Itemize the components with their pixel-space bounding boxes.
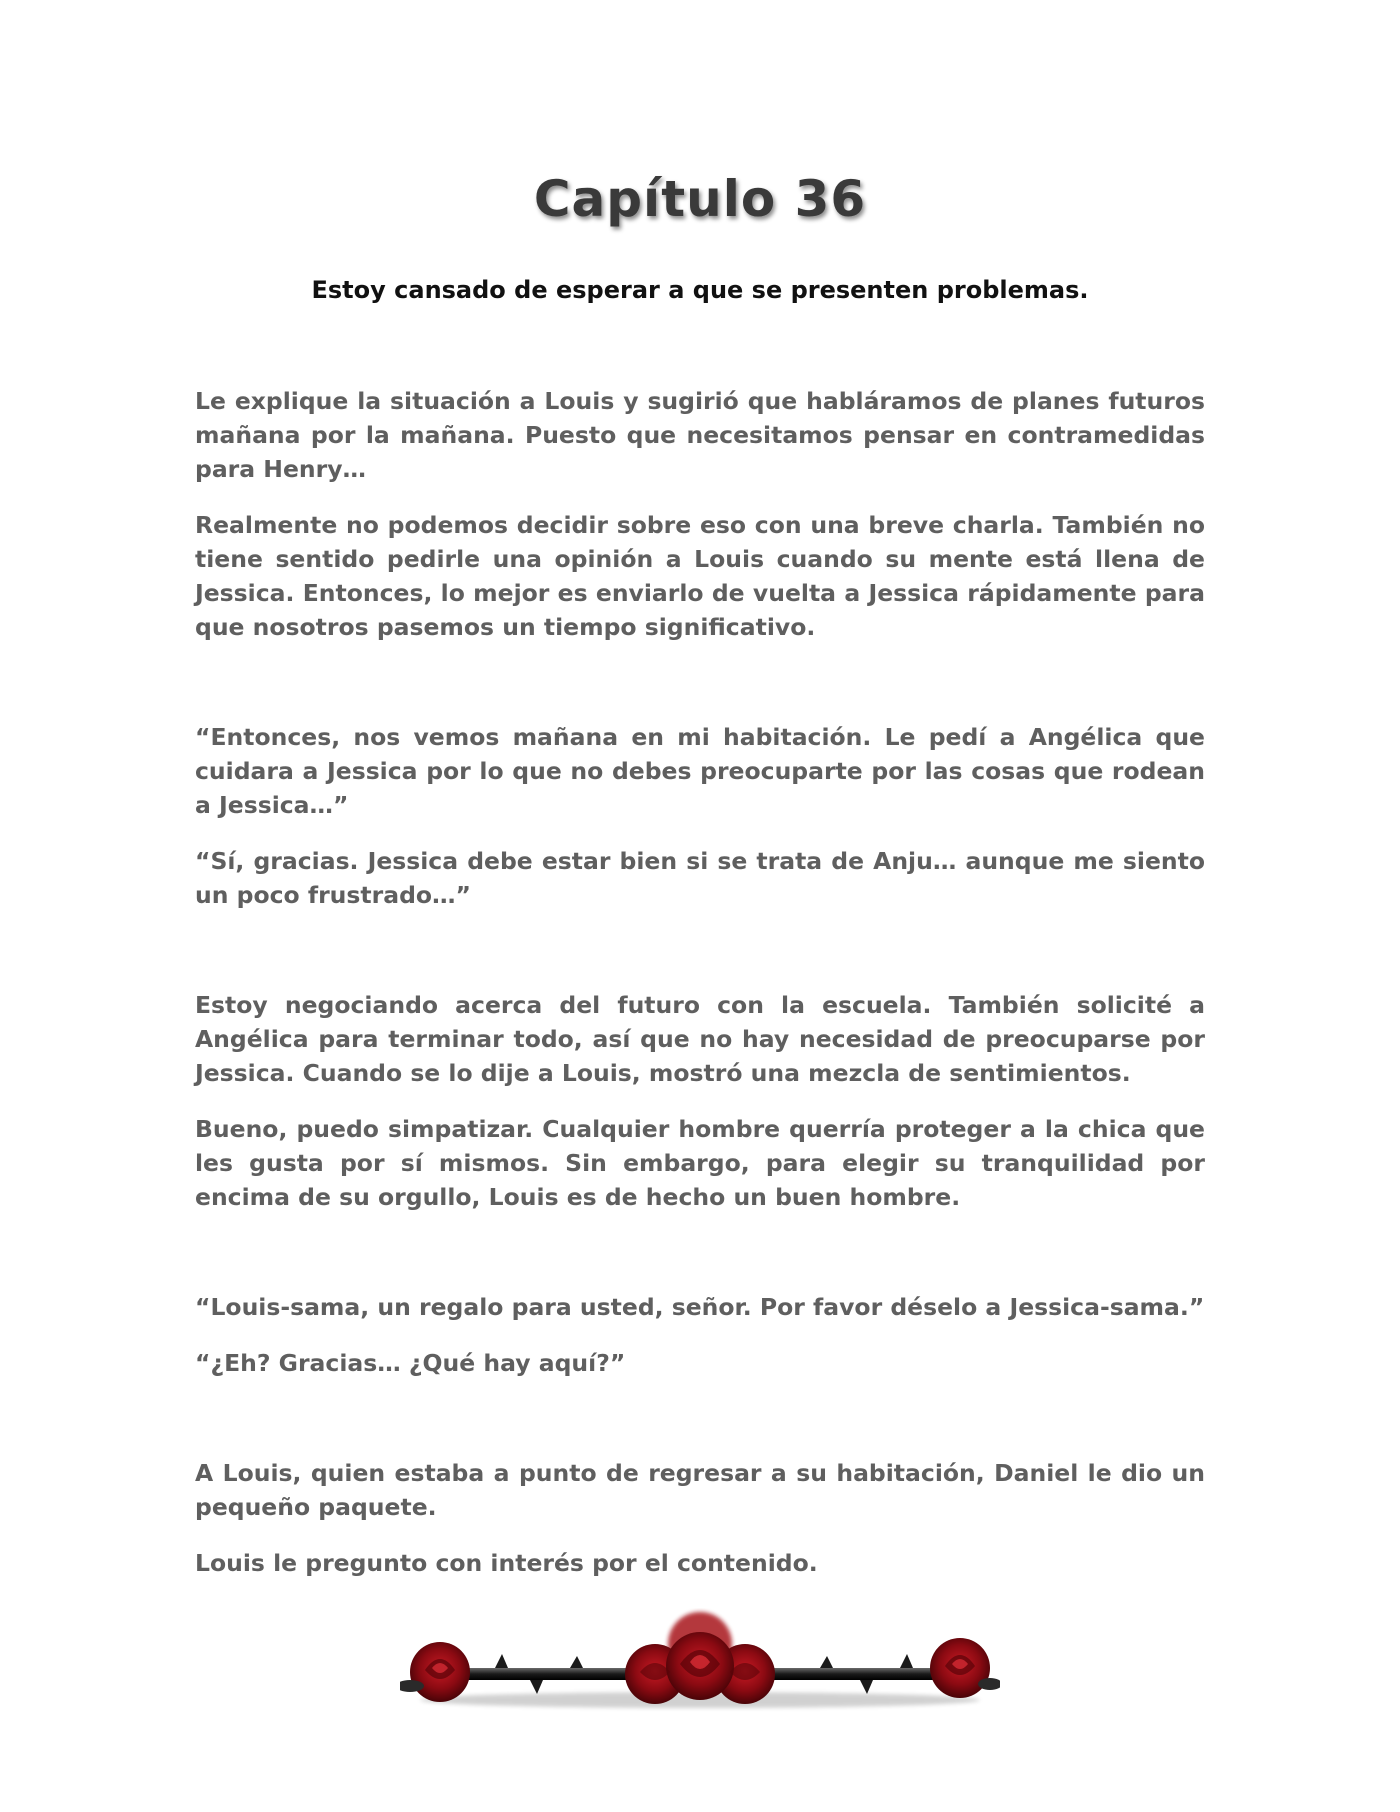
rose-left (400, 1642, 470, 1702)
rose-center-cluster (625, 1612, 775, 1704)
paragraph: Louis le pregunto con interés por el contenido. (195, 1549, 818, 1577)
paragraph: Estoy negociando acerca del futuro con la escuela. También solicité a Angélica para terminar todo, así que no hay necesidad de preocuparse por Jessica. Cuando se lo dije a Louis, mostró una mezcla de sentimientos. (195, 991, 1205, 1087)
chapter-body (195, 384, 1205, 1602)
rose-right (930, 1638, 1000, 1698)
paragraph: Bueno, puedo simpatizar. Cualquier hombre querría proteger a la chica que les gusta por sí mismos. Sin embargo, para elegir su tranquilidad por encima de su orgullo, Louis es de hecho un buen hombre. (195, 1115, 1205, 1211)
paragraph: A Louis, quien estaba a punto de regresar a su habitación, Daniel le dio un pequeño paquete. (195, 1459, 1205, 1521)
paragraph: “Louis-sama, un regalo para usted, señor. Por favor déselo a Jessica-sama.” (195, 1293, 1205, 1321)
paragraph: Realmente no podemos decidir sobre eso con una breve charla. También no tiene sentido pedirle una opinión a Louis cuando su mente está llena de Jessica. Entonces, lo mejor es enviarlo de vuelta a Jessica rápidamente para que nosotros pasemos un tiempo significativo. (195, 511, 1205, 641)
paragraph: “Entonces, nos vemos mañana en mi habitación. Le pedí a Angélica que cuidara a Jessica por lo que no debes preocuparte por las cosas que rodean a Jessica…” (195, 723, 1205, 819)
paragraph: Le explique la situación a Louis y sugirió que habláramos de planes futuros mañana por la mañana. Puesto que necesitamos pensar en contramedidas para Henry… (195, 387, 1205, 483)
paragraph: “Sí, gracias. Jessica debe estar bien si se trata de Anju… aunque me siento un poco frustrado…” (195, 847, 1205, 909)
paragraph: “¿Eh? Gracias… ¿Qué hay aquí?” (195, 1349, 626, 1377)
chapter-title: Capítulo 36 (533, 170, 867, 228)
rose-divider-icon (400, 1608, 1000, 1718)
chapter-subtitle: Estoy cansado de esperar a que se presenten problemas. (311, 276, 1089, 304)
